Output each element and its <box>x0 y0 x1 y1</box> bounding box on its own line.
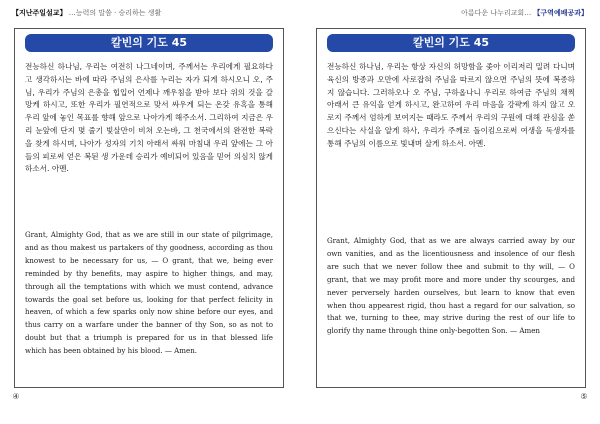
right-page-number: ⑤ <box>580 392 588 401</box>
left-header-tag: 【지난주일설교】 <box>12 9 67 17</box>
right-prayer-card <box>316 28 586 388</box>
right-header-text: 아름다운 나누리교회… <box>461 9 534 17</box>
right-header-tag: 【구역예배공과】 <box>533 9 588 17</box>
right-page-header <box>461 9 588 18</box>
left-page-header <box>12 9 161 18</box>
right-page <box>300 0 600 424</box>
left-prayer-title: 칼빈의 기도 45 <box>25 34 273 52</box>
left-page-number: ④ <box>12 392 20 401</box>
left-english-prayer: Grant, Almighty God, that as we are still in our state of pilgrimage, and as thou makest us partakers of thy goodness, according as thou knowest to be necessary for us, — O grant, that we, being ever reminded by thy benefits, may aspire to higher things, and may, through all the temptations with which we must contend, advance towards the goal set before us, looking for that perfect felicity in heaven, of which a few sparks only now shine before our eyes, and thus carry on a warfare under the banner of thy Son, so as not to doubt but that a triumph is prepared for us in that blessed life which has been obtained by his blood. — Amen. <box>25 230 273 356</box>
left-prayer-card <box>14 28 284 388</box>
right-prayer-title: 칼빈의 기도 45 <box>327 34 575 52</box>
left-header-text: …능력의 말씀 · 승리하는 생활 <box>66 9 162 17</box>
right-english-prayer: Grant, Almighty God, that as we are always carried away by our own vanities, and as the licentiousness and insolence of our flesh are such that we never follow thee and submit to thy will, — O grant, that we may profit more and more under thy scourges, and never perversely harden ourselves, but learn to know that even when thou appearest rigid, thou hast a regard for our salvation, so that we, turning to thee, may strive during the rest of our life to glorify thy name through thine only-begotten Son. — Amen <box>327 236 575 336</box>
right-korean-prayer: 전능하신 하나님, 우리는 항상 자신의 허망함을 좇아 이리저리 밀려 다니며 육신의 방종과 오만에 사로잡혀 주님을 따르지 않으면 주님의 뜻에 복종하지 않습니다. 그러하오나 오 주님, 구하옵나니 우리로 하여금 주님의 채찍 아래서 큰 유익을 얻게 하시고, 완고하여 우리 마음을 강퍅케 하지 않고 오로지 주께서 엄하게 보여지는 때라도 주께서 우리의 구원에 대해 관심을 쏟으신다는 사실을 알게 하사, 우리가 주께로 돌이킴으로써 여생을 독생자를 통해 주님의 이름으로 빛내며 살게 하소서. 아멘. <box>327 62 575 148</box>
left-korean-prayer: 전능하신 하나님, 우리는 여전히 나그네이며, 주께서는 우리에게 필요하다고 생각하시는 바에 따라 주님의 은사를 누리는 자가 되게 하시오니 오, 주님, 우리가 주님의 은총을 힙입어 언제나 깨우침을 받아 보다 위의 것을 갈망케 하시고, 또한 우리가 필연적으로 맞서 싸우게 되는 온갖 유혹을 통해 우리 앞에 놓인 목표를 향해 앞으로 나아가게 해주소서. 그리하여 지금은 우리 눈앞에 단지 몇 줄기 빛살만이 비쳐 오는바, 그 천국에서의 완전한 복락을 찾게 하시며, 나아가 성자의 기치 아래서 싸워 마침내 우리 앞에는 그 아들의 피로써 얻은 복된 생 가운데 승리가 예비되어 있음을 믿어 의심치 않게 하소서. 아멘. <box>25 62 273 174</box>
